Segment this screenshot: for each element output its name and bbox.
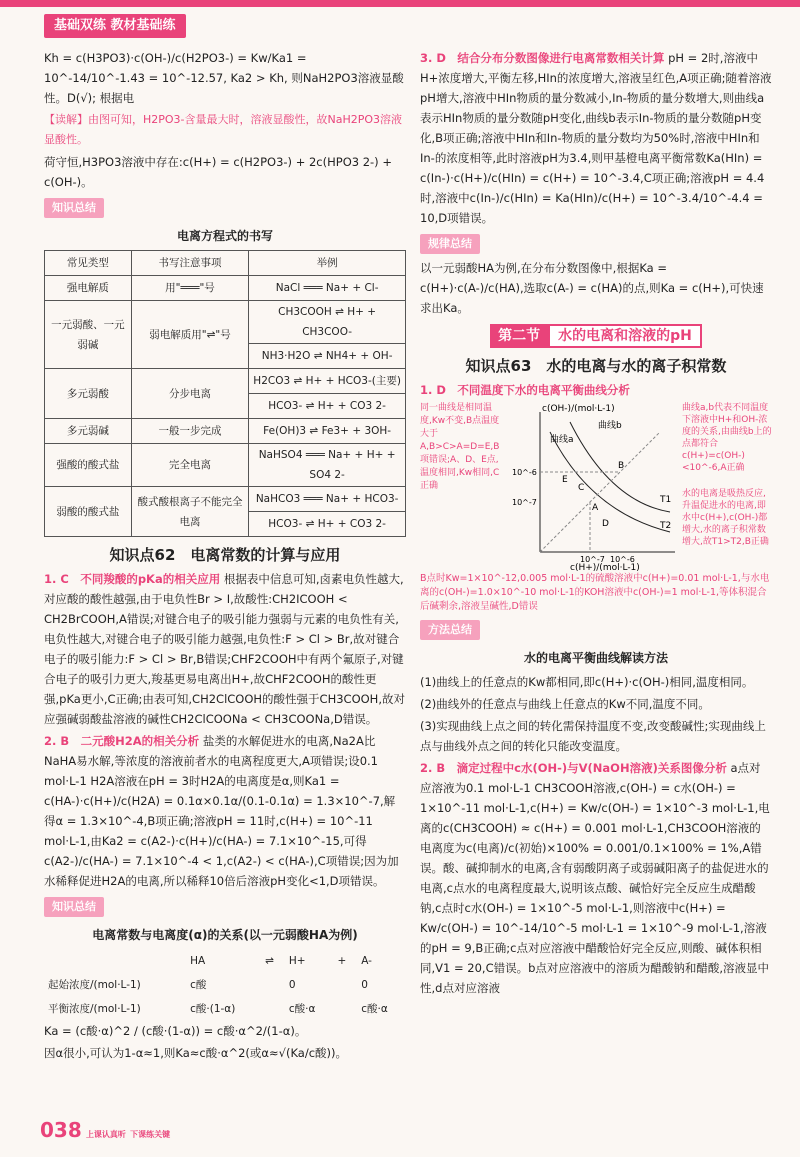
table-cell: 一元弱酸、一元弱碱 [45, 301, 132, 369]
relation-table [44, 949, 406, 1021]
table-cell: Fe(OH)3 ⇌ Fe3+ + 3OH- [249, 419, 406, 444]
graph-point-e: E [562, 475, 568, 485]
graph-svg [510, 402, 680, 572]
table-head-cell: 举例 [249, 251, 406, 276]
page-footer [40, 1118, 170, 1142]
rel-note: 因α很小,可认为1-α≈1,则Ka≈c酸·α^2(或α≈√(Ka/c酸))。 [44, 1046, 347, 1060]
q3-head: 3. D 结合分布分数图像进行电离常数相关计算 [420, 51, 665, 65]
footer-line1: 上课认真听 [85, 1130, 126, 1139]
table-cell: 一般一步完成 [131, 419, 249, 444]
header-bar [0, 0, 800, 7]
q2-text [44, 731, 406, 891]
q1-text [44, 569, 406, 729]
graph-point-b: B [618, 461, 625, 471]
section-label: 第二节 [490, 324, 548, 348]
header-tag [44, 14, 186, 38]
rel-cell: ⇌ [265, 955, 274, 967]
rel-cell: c酸·(1-α) [190, 1003, 236, 1015]
graph-T1: T1 [660, 495, 672, 505]
rel-cell: H+ [288, 955, 306, 967]
rule-tag: 规律总结 [420, 234, 480, 254]
table-cell: 酸式酸根离子不能完全电离 [131, 487, 249, 537]
graph-point-d: D [602, 519, 609, 529]
table-cell: CH3COOH ⇌ H+ + CH3COO- [249, 301, 406, 344]
rel-cell: 起始浓度/(mol·L-1) [48, 979, 141, 991]
page-header [0, 0, 800, 44]
graph-bottom-note: B点时Kw=1×10^-12,0.005 mol·L-1的硫酸溶液中c(H+)=0.01 mol·L-1,与水电离的c(OH-)=1.0×10^-10 mol·L-1的KOH溶液中c(OH-)=1 mol·L-1,等体积混合后碱剩余,溶液呈碱性,D错误 [420, 573, 770, 612]
rel-cell: HA [190, 955, 206, 967]
table-cell: NaHCO3 ═══ Na+ + HCO3- [249, 487, 406, 512]
graph-point-c: C [578, 483, 585, 493]
q5-text [420, 758, 772, 998]
graph-point-a: A [592, 503, 599, 513]
graph-right-note2: 水的电离是吸热反应,升温促进水的电离,即水中c(H+),c(OH-)都增大,水的离子积常数增大,故T1>T2,B正确 [682, 489, 769, 547]
graph-tick-y2: 10^-7 [512, 498, 537, 507]
water-ionization-graph [420, 402, 772, 572]
graph-tick-y: 10^-6 [512, 468, 537, 477]
q2-body: 盐类的水解促进水的电离,Na2A比NaHA易水解,等浓度的溶液前者水的电离程度更大,A项错误;设0.1 mol·L-1 H2A溶液在pH = 3时H2A的电离度是α,则Ka1 = c(HA-)·c(H+)/c(H2A) = 0.1α×0.1α/(0.1-0.1α) = 1.3×10^-7,解得α = 1.3×10^-4,B项正确;溶液pH = 11时,c(H+) = 10^-11 mol·L-1,由Ka2 = c(A2-)·c(H+)/c(HA-) = 7.1×10^-15,可得c(A2-)/c(HA-) = 7.1×10^-4 < 1,c(A2-) < c(HA-),C项错误;因为加水稀释促进H2A的电离,所以稀释10倍后溶液pH变化<1,D项错误。 [44, 734, 399, 888]
page-number: 038 [40, 1118, 82, 1142]
section-banner [420, 324, 772, 348]
graph-tick-x: 10^-7 [580, 555, 605, 564]
table-cell: 分步电离 [131, 369, 249, 419]
rel-ka: Ka = (c酸·α)^2 / (c酸·(1-α)) = c酸·α^2/(1-α)。 [44, 1024, 307, 1038]
rel-cell [334, 973, 358, 997]
table-cell: HCO3- ⇌ H+ + CO3 2- [249, 394, 406, 419]
header-tag1: 基础双练 [54, 18, 107, 33]
right-column [420, 48, 772, 1000]
summary-tag: 知识总结 [44, 198, 104, 218]
section-title: 水的电离和溶液的pH [548, 324, 702, 348]
rel-cell [261, 997, 285, 1021]
rel-cell: A- [361, 955, 372, 967]
table-cell: NH3·H2O ⇌ NH4+ + OH- [249, 344, 406, 369]
table-cell: 弱酸的酸式盐 [45, 487, 132, 537]
q3-body: pH = 2时,溶液中H+浓度增大,平衡左移,HIn的浓度增大,溶液呈红色,A项正确;随着溶液pH增大,溶液中HIn物质的量分数减小,In-物质的量分数增大,则曲线a表示HIn物质的量分数随pH变化,曲线b表示In-物质的量分数随pH变化,B项正确;溶液中HIn和In-物质的量分数均为50%时,溶液中HIn和In-的浓度相等,此时溶液pH为3.4,则甲基橙电离平衡常数Ka(HIn) = c(In-)·c(H+)/c(HIn) = c(H+) = 10^-3.4,C项正确;溶液pH = 4.4时,溶液中c(In-)/c(HIn) = Ka(HIn)/c(H+) = 10^-3.4/10^-4.4 = 10,D项错误。 [420, 51, 772, 225]
method-tag: 方法总结 [420, 620, 480, 640]
rule-text: 以一元弱酸HA为例,在分布分数图像中,根据Ka = c(H+)·c(A-)/c(HA),选取c(A-) = c(HA)的点,则Ka = c(H+),可快速求出Ka。 [420, 261, 764, 315]
graph-label-x: c(H+)/(mol·L-1) [570, 563, 640, 572]
method-2: (2)曲线外的任意点与曲线上任意点的Kw不同,温度不同。 [420, 697, 710, 711]
table-cell: HCO3- ⇌ H+ + CO3 2- [249, 512, 406, 537]
graph-diagonal [540, 432, 660, 552]
left-column [44, 48, 406, 1065]
table-cell: 完全电离 [131, 444, 249, 487]
graph-tick-x2: 10^-6 [610, 555, 635, 564]
q1-head: 1. C 不同羧酸的pKa的相关应用 [44, 572, 221, 586]
q2-head: 2. B 二元酸H2A的相关分析 [44, 734, 200, 748]
rel-cell: c酸·α [288, 1003, 316, 1015]
footer-line2: 下课练关键 [130, 1130, 171, 1139]
table-head-cell: 书写注意事项 [131, 251, 249, 276]
kp63-title: 知识点63 水的电离与水的离子积常数 [465, 357, 727, 375]
left-note1: 【读解】由图可知，H2PO3-含量最大时，溶液显酸性，故NaH2PO3溶液显酸性。 [44, 113, 403, 146]
relation-title: 电离常数与电离度(α)的关系(以一元弱酸HA为例) [92, 928, 358, 942]
table-cell: NaCl ═══ Na+ + Cl- [249, 276, 406, 301]
graph-curve-b-label: 曲线b [598, 421, 622, 431]
table-cell: NaHSO4 ═══ Na+ + H+ + SO4 2- [249, 444, 406, 487]
graph-T2: T2 [660, 521, 672, 531]
table-head-cell: 常见类型 [45, 251, 132, 276]
q1-body: 根据表中信息可知,卤素电负性越大,对应酸的酸性越强,由于电负性Br > I,故酸性:CH2ICOOH < CH2BrCOOH,A错误;对键合电子的吸引能力强弱与元素的电负性有关,电负性越大,对键合电子的吸引能力越强,电负性:F > Cl > Br,故对键合电子的吸引能力:F > Cl > Br,B错误;CHF2COOH中有两个氟原子,对键合电子的吸引力更大,羧基更易电离出H+,故CHF2COOH的酸性更强,pKa更小,C正确;由表可知,CH2ClCOOH的酸性强于CH3COOH,故对应强碱弱酸盐溶液的碱性CH2ClCOONa < CH3COONa,D错误。 [44, 572, 405, 726]
method-3: (3)实现曲线上点之间的转化需保持温度不变,改变酸碱性;实现曲线上点与曲线外点之间的转化只能改变温度。 [420, 719, 766, 753]
graph-label-y: c(OH-)/(mol·L-1) [542, 404, 615, 414]
rel-cell: + [337, 955, 347, 967]
graph-right-note: 曲线a,b代表不同温度下溶液中H+和OH-浓度的关系,由曲线b上的点都符合c(H+)=c(OH-)<10^-6,A正确 [682, 403, 772, 473]
graph-left-note: 同一曲线是相同温度,Kw不变,B点温度大于A,B>C>A=D=E,B项错误;A、D、E点,温度相同,Kw相同,C正确 [420, 403, 500, 491]
ionization-table [44, 250, 406, 537]
header-tag2: 教材基础练 [110, 18, 176, 33]
table-cell: 弱电解质用"⇌"号 [131, 301, 249, 369]
method-1: (1)曲线上的任意点的Kw都相同,即c(H+)·c(OH-)相同,温度相同。 [420, 675, 754, 689]
rel-cell: 平衡浓度/(mol·L-1) [48, 1003, 141, 1015]
table-cell: 强电解质 [45, 276, 132, 301]
table-cell: 多元弱碱 [45, 419, 132, 444]
q5-head: 2. B 滴定过程中c水(OH-)与V(NaOH溶液)关系图像分析 [420, 761, 727, 775]
rel-cell: c酸 [190, 979, 207, 991]
rel-cell [261, 973, 285, 997]
left-p1: Kh = c(H3PO3)·c(OH-)/c(H2PO3-) = Kw/Ka1 = 10^-14/10^-1.43 = 10^-12.57, Ka2 > Kh, 则NaH2PO3溶液显酸性。D(√); 根据电 [44, 51, 404, 105]
q5-body: a点对应溶液为0.1 mol·L-1 CH3COOH溶液,c(OH-) = c水(OH-) = 1×10^-11 mol·L-1,c(H+) = Kw/c(OH-) = 1×10^-3 mol·L-1,电离的c(CH3COOH) ≈ c(H+) = 0.001 mol·L-1,CH3COOH溶液的电离度为c(电离)/c(初始)×100% = 0.001/0.1×100% = 1%,A错误。酸、碱抑制水的电离,含有弱酸阴离子或弱碱阳离子的盐促进水的电离,c点水的电离程度最大,说明该点酸、碱恰好完全反应生成醋酸钠,c点时c水(OH-) = 1×10^-5 mol·L-1,则溶液中c(H+) = Kw/c(OH-) = 10^-14/10^-5 mol·L-1 = 1×10^-9 mol·L-1,溶液的pH = 9,B正确;c点对应溶液中醋酸恰好完全反应,则酸、碱体积相同,V1 = 20,C错误。b点对应溶液中的溶质为醋酸钠和醋酸,溶液显中性,d点对应溶液 [420, 761, 770, 995]
q3-text [420, 48, 772, 228]
left-p2: 荷守恒,H3PO3溶液中存在:c(H+) = c(H2PO3-) + 2c(HPO3 2-) + c(OH-)。 [44, 155, 392, 189]
table-cell: 多元弱酸 [45, 369, 132, 419]
rel-cell [334, 997, 358, 1021]
method-title: 水的电离平衡曲线解读方法 [523, 651, 668, 665]
table-title: 电离方程式的书写 [176, 229, 273, 243]
kp62-title: 知识点62 电离常数的计算与应用 [109, 546, 341, 564]
rel-cell: 0 [288, 979, 296, 991]
graph-curve-a [550, 432, 670, 532]
rel-cell: c酸·α [361, 1003, 388, 1015]
rel-cell: 0 [361, 979, 368, 991]
summary-tag-2: 知识总结 [44, 897, 104, 917]
table-cell: 用"═══"号 [131, 276, 249, 301]
q4-head: 1. D 不同温度下水的电离平衡曲线分析 [420, 383, 630, 397]
table-cell: H2CO3 ⇌ H+ + HCO3-(主要) [249, 369, 406, 394]
rel-cell [44, 949, 186, 973]
graph-curve-a-label: 曲线a [550, 435, 574, 445]
table-cell: 强酸的酸式盐 [45, 444, 132, 487]
